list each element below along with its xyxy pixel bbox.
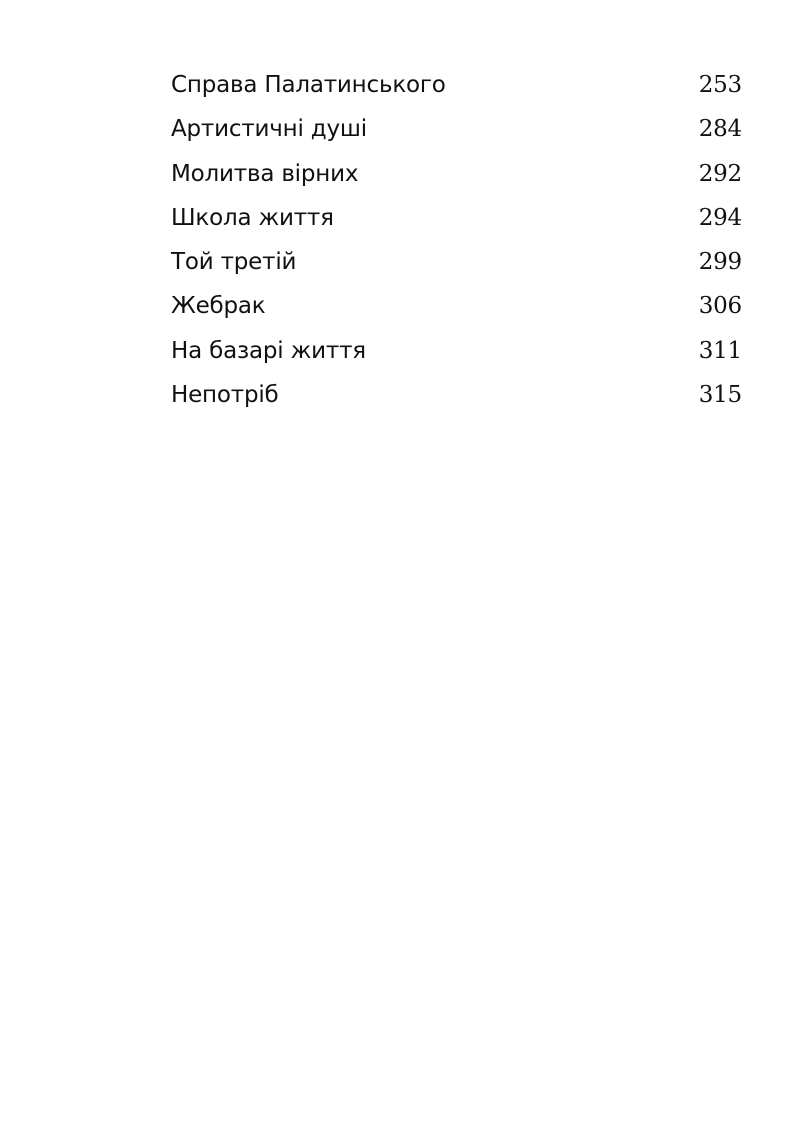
toc-entry-title: Той третій (171, 249, 297, 276)
toc-entry-title: Школа життя (171, 204, 334, 231)
toc-entry-page-number: 294 (698, 204, 742, 231)
toc-entry-page-number: 284 (698, 116, 742, 143)
toc-entry-title: Непотріб (171, 382, 279, 409)
toc-entry-title: Жебрак (171, 293, 266, 320)
toc-entry (171, 338, 742, 382)
toc-entry-title: Справа Палатинського (171, 72, 446, 98)
toc-entry (171, 161, 742, 205)
toc-entry-page-number: 299 (698, 249, 742, 276)
toc-entry (171, 249, 742, 293)
toc-entry (171, 72, 742, 116)
toc-entry-title: На базарі життя (171, 337, 366, 364)
toc-entry (171, 116, 742, 160)
toc-entry (171, 293, 742, 337)
toc-entry (171, 205, 742, 249)
toc-entry-page-number: 292 (698, 160, 742, 187)
toc-entry (171, 382, 742, 426)
toc-entry-title: Молитва вірних (171, 160, 359, 187)
table-of-contents (171, 72, 742, 426)
toc-entry-page-number: 315 (698, 382, 742, 409)
toc-entry-page-number: 306 (698, 293, 742, 320)
toc-entry-page-number: 253 (698, 72, 742, 98)
toc-entry-page-number: 311 (698, 337, 742, 364)
toc-entry-title: Артистичні душі (171, 116, 367, 143)
